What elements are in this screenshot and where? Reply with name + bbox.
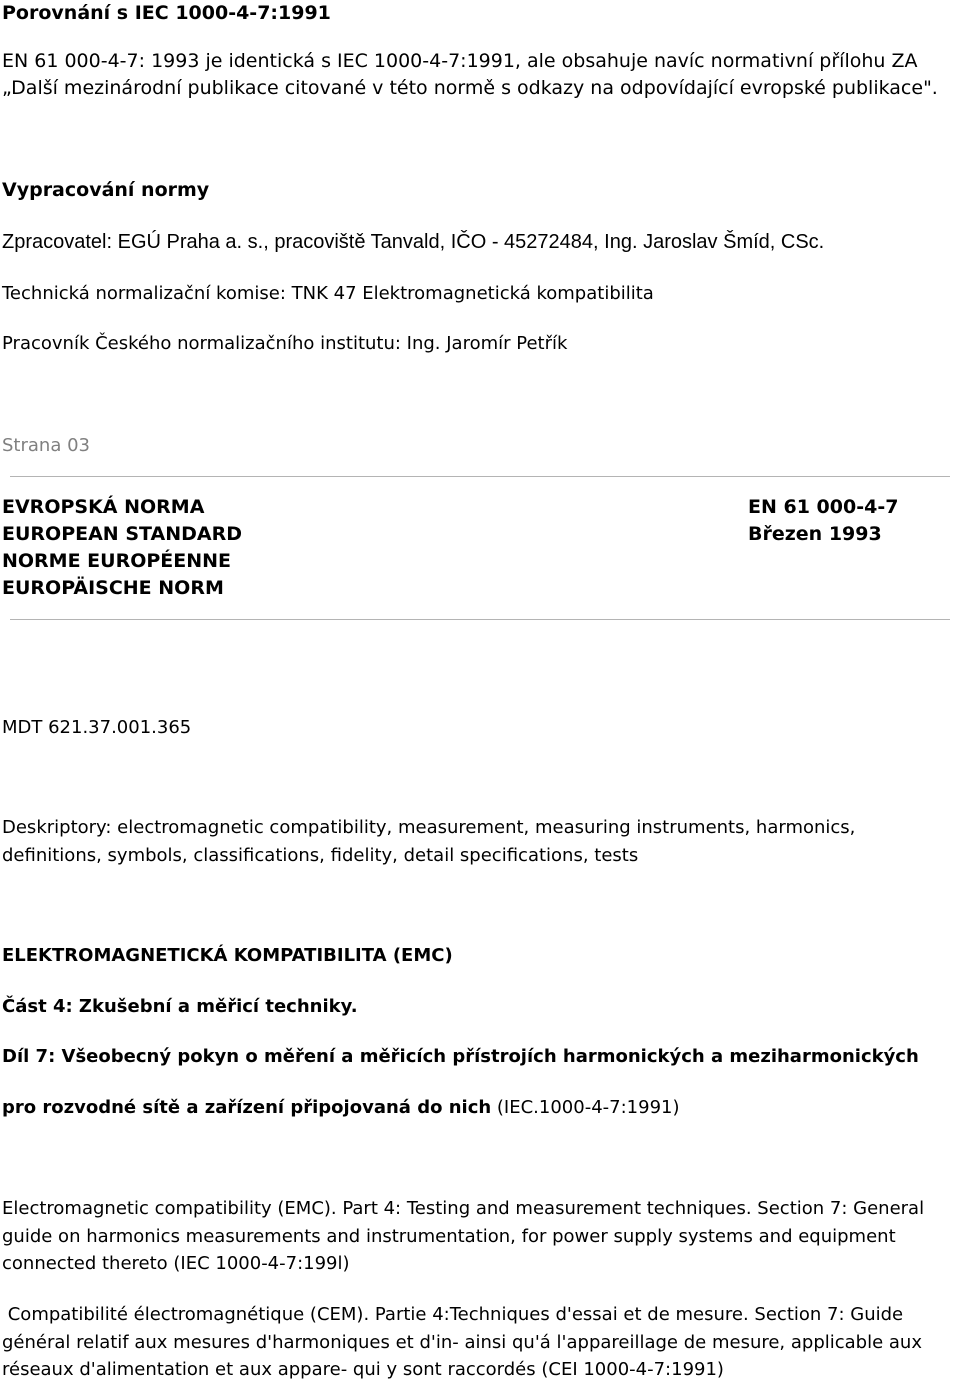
standard-number: EN 61 000-4-7: [748, 496, 899, 518]
preparation-heading: Vypracování normy: [2, 179, 210, 201]
standard-name-de: EUROPÄISCHE NORM: [2, 577, 224, 599]
title-main: ELEKTROMAGNETICKÁ KOMPATIBILITA (EMC): [2, 945, 453, 966]
title-section-ref: (IEC.1000-4-7:1991): [491, 1097, 680, 1118]
header-top-rule: [10, 476, 950, 477]
page-label: Strana 03: [2, 435, 90, 456]
preparation-author: Zpracovatel: EGÚ Praha a. s., pracoviště Tanvald, IČO - 45272484, Ing. Jaroslav Šmíd, CSc.: [2, 231, 825, 253]
title-section-line1: Díl 7: Všeobecný pokyn o měření a měřicích přístrojích harmonických a meziharmonických: [2, 1046, 919, 1067]
standard-name-en: EUROPEAN STANDARD: [2, 523, 242, 545]
descriptors: Deskriptory: electromagnetic compatibility, measurement, measuring instruments, harmonics, definitions, symbols, classifications, fidelity, detail specifications, tests: [2, 817, 856, 866]
title-english: Electromagnetic compatibility (EMC). Part 4: Testing and measurement techniques. Section 7: General guide on harmonics measurements and instrumentation, for power supply systems and equipment connected thereto (IEC 1000-4-7:199l): [2, 1198, 925, 1274]
standard-name-cz: EVROPSKÁ NORMA: [2, 496, 205, 518]
preparation-worker: Pracovník Českého normalizačního institutu: Ing. Jaromír Petřík: [2, 333, 568, 354]
standard-name-fr: NORME EUROPÉENNE: [2, 550, 232, 572]
header-bottom-rule: [10, 619, 950, 620]
preparation-committee: Technická normalizační komise: TNK 47 Elektromagnetická kompatibilita: [2, 283, 654, 304]
title-section-line2: [2, 1094, 680, 1121]
title-french: Compatibilité électromagnétique (CEM). Partie 4:Techniques d'essai et de mesure. Section 7: Guide général relatif aux mesures d'harmoniques et d'in- ainsi qu'á l'appareillage de mesure, applicable aux réseaux d'alimentation et aux appare- qui y sont raccordés (CEI 1000-4-7:1991): [2, 1304, 928, 1380]
comparison-heading: Porovnání s IEC 1000-4-7:1991: [2, 2, 331, 24]
mdt-code: MDT 621.37.001.365: [2, 717, 192, 738]
comparison-text: EN 61 000-4-7: 1993 je identická s IEC 1000-4-7:1991, ale obsahuje navíc normativní přílohu ZA „Další mezinárodní publikace citované v této normě s odkazy na odpovídající evropské publikace".: [2, 50, 938, 99]
title-part: Část 4: Zkušební a měřicí techniky.: [2, 996, 358, 1017]
title-section-line2-text: pro rozvodné sítě a zařízení připojovaná do nich: [2, 1097, 492, 1118]
standard-date: Březen 1993: [748, 523, 882, 545]
